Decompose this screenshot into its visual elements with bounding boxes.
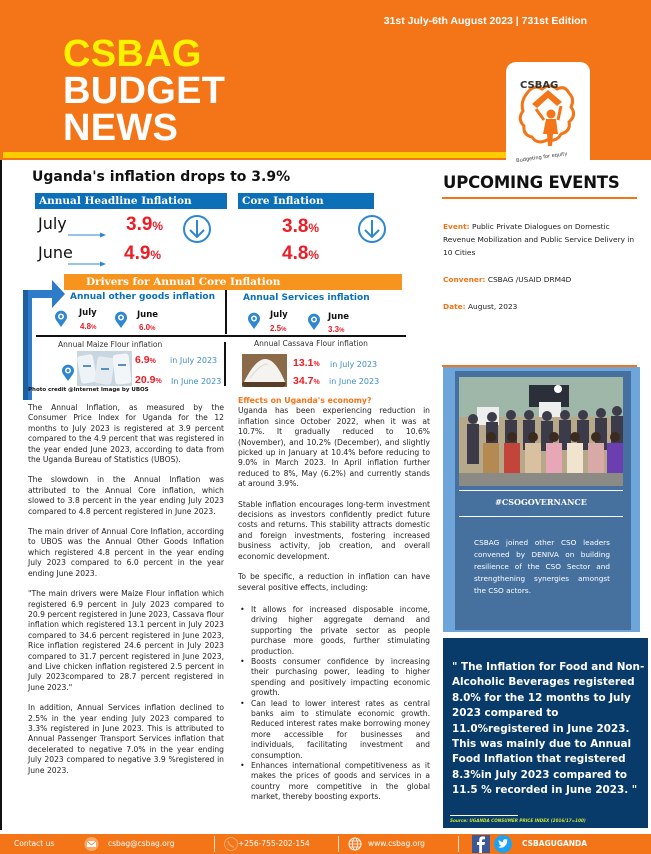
core-july-value [282,216,319,238]
value-text: 4.8 [282,243,309,264]
value-text: 20.9 [135,374,156,386]
edition-info: 31st July-6th August 2023 | 731st Edition [383,15,587,27]
unit-text: % [152,219,164,233]
email-icon [84,837,99,851]
masthead [63,33,226,149]
paragraph: The main driver of Annual Core Inflation, according to UBOS was the Annual Other Goods Inflation which registered 4.8 percent in the year ending July 2023 compared to 6.0 percent in the year ending June 2023. [28,527,224,578]
source-divider [450,815,518,816]
masthead-line-3: NEWS [63,107,179,149]
month-label-june: June [38,243,73,262]
governance-text: CSBAG joined other CSO leaders convened by DENIVA on building resilience of the CSO Sector and strengthening synergies amongst the CSO actors. [474,538,610,595]
article-middle-column [238,396,430,803]
unit-text: % [281,327,287,333]
core-june-value [282,243,319,265]
cassava-flour-photo [242,354,287,387]
effects-list [238,605,430,803]
date-row [443,300,638,313]
list-item: • It allows for increased disposable income, driving higher aggregate demand and supporting the private sector as people purchase more goods, further stimulating production. [238,605,430,657]
unit-text: % [308,221,320,235]
cassava-june-text: in June 2023 [329,377,380,386]
paragraph: To be specific, a reduction in inflation can have several positive effects, including: [238,572,430,592]
effects-heading: Effects on Uganda's economy? [238,396,372,405]
quote-source: Source: UGANDA CONSUMER PRICE INDEX (2016/17=100) [450,818,586,823]
maize-june-text: In June 2023 [171,377,222,386]
right-arrow-icon [68,261,106,267]
convener-row [443,273,638,286]
quote-text: " The Inflation for Food and Non-Alcoholic Beverages registered 8.0% for the 12 months to July 2023 compared to 11.0%registered in June 2023. This was mainly due to Annual Food Inflation that registered 8.3%in July 2023 compared to 11.5 % recorded in June 2023. " [452,661,645,797]
date-value: August, 2023 [467,302,518,311]
date-label: Date: [443,302,466,311]
list-item: • Enhances international competitiveness as it makes the prices of goods and services in a country more competitive in the global market, thereby boosting exports. [238,761,430,803]
paragraph: The Annual Inflation, as measured by the Consumer Price Index for Uganda for the 12 months to July 2023 is registered at 3.9 percent compared to the 4.9 percent that was registered in the year ended June 2023, according to data from the Uganda Bureau of Statistics (UBOS). [28,403,224,465]
maize-june-value [135,374,162,386]
unit-text: % [150,248,162,262]
other-goods-june-label: June [137,310,159,320]
unit-text: % [150,326,156,332]
services-june-value [328,325,344,334]
logo-tagline: Budgeting for equity [515,151,568,163]
location-pin-icon [114,311,128,328]
list-item: • Can lead to lower interest rates as central banks aim to stimulate economic growth. Reduced interest rates make borrowing money more accessible for businesses and individuals, facilitating investment and consumption. [238,699,430,761]
orange-divider [442,197,637,199]
header-divider [3,152,510,158]
article-left-column [28,403,224,786]
down-arrow-circle-icon [357,214,387,244]
value-text: 4.9 [124,243,151,264]
masthead-line-1: CSBAG [63,33,202,75]
logo-icon [506,62,590,163]
unit-text: % [339,328,345,334]
value-text: 2.5 [270,324,282,333]
drivers-header: Drivers for Annual Core Inflation [64,274,402,290]
logo-text: CSBAG [520,80,559,91]
location-pin-icon [54,310,68,327]
email-link[interactable]: csbag@csbag.org [108,839,175,848]
value-text: 6.9 [135,354,150,366]
paragraph: Uganda has been experiencing reduction in inflation since October 2022, when it was at 10.7%. It gradually reduced to 10.6% (November), and 10.2% (December), and slightly picked up in January at 10.4% before reducing to 9.0% in March 2023. In April inflation further reduced to 8%, May (6.2%) and currently stands at around 3.9%. [238,406,430,489]
event-label: Event: [443,222,470,231]
unit-text: % [313,361,320,368]
value-text: 3.8 [282,216,309,237]
globe-icon [348,837,362,851]
other-goods-july-label: July [79,308,97,318]
footer-separator [458,836,459,852]
unit-text: % [155,378,162,385]
list-item: • Boosts consumer confidence by increasing their purchasing power, leading to higher spending and positively impacting economic growth. [238,657,430,699]
paragraph: "The main drivers were Maize Flour inflation which registered 6.9 percent in July 2023 compared to 20.9 percent registered in June 2023, Cassava flour inflation which registered 13.1 percent in July 2023 compared to 34.6 percent registered in June 2023, Rice inflation registered 24.6 percent in July 2023 compared to 31.7 percent registered in June 2023, and Live chicken inflation registered 2.5 percent in July 2023compared to 28.7 percent registered in June 2023." [28,589,224,692]
value-text: 6.0 [139,323,151,332]
unit-text: % [149,358,156,365]
month-label-july: July [38,214,67,233]
event-value: Public Private Dialogues on Domestic Revenue Mobilization and Public Service Delivery in 10 Cities [443,222,635,257]
maize-flour-photo [77,351,132,386]
unit-text: % [313,379,320,386]
governance-divider [459,516,623,517]
value-text: 4.8 [80,322,92,331]
cassava-june-value [293,375,320,387]
headline-july-value [126,214,163,236]
column-divider [225,290,227,334]
right-arrow-icon [68,232,106,238]
cassava-july-value [293,357,320,369]
other-goods-june-value [139,323,155,332]
maize-july-text: in July 2023 [170,356,218,365]
footer-separator [214,836,215,852]
value-text: 34.7 [293,375,314,387]
facebook-icon[interactable] [472,835,490,853]
other-goods-july-value [80,322,96,331]
csbag-logo [506,62,590,163]
paragraph: Stable inflation encourages long-term investment decisions as investors confidently predict future costs and returns. This stability attracts domestic and foreign investments, fostering increased business activity, job creation, and overall economic development. [238,499,430,561]
value-text: 3.9 [126,214,153,235]
twitter-icon[interactable] [494,835,512,853]
footer-separator [338,836,339,852]
location-pin-icon [61,364,75,381]
other-goods-title: Annual other goods inflation [70,292,216,302]
website-link[interactable]: www.csbag.org [368,839,425,848]
value-text: 13.1 [293,357,314,369]
location-pin-icon [307,313,321,330]
maize-july-value [135,354,156,366]
masthead-line-2: BUDGET [63,70,226,112]
upcoming-events-title: UPCOMING EVENTS [443,173,620,192]
cassava-title: Annual Cassava Flour inflation [254,339,368,348]
services-july-label: July [270,310,288,320]
services-july-value [270,324,286,333]
photo-credit: Photo credit @Internet Image by UBOS [28,387,149,393]
unit-text: % [91,325,97,331]
headline-june-value [124,243,161,265]
social-handle[interactable]: CSBAGUGANDA [522,839,588,848]
phone-icon [224,837,238,851]
services-june-label: June [328,312,350,322]
section-divider [36,335,406,337]
governance-divider [459,490,623,491]
unit-text: % [308,248,320,262]
article-title: Uganda's inflation drops to 3.9% [32,169,291,185]
location-pin-icon [247,312,261,329]
value-text: 3.3 [328,325,340,334]
convener-value: CSBAG /USAID DRM4D [487,275,572,284]
event-details [443,220,638,327]
core-inflation-header: Core Inflation [238,193,374,209]
convener-label: Convener: [443,275,486,284]
event-row [443,220,638,259]
paragraph: The slowdown in the Annual Inflation was attributed to the Annual Core inflation, which slowed to 3.8 percent in the year ending July 2023 compared to 4.8 percent registered in June 2023. [28,475,224,516]
column-divider [224,342,226,386]
page-border [0,160,2,830]
group-photo [459,377,623,486]
services-title: Annual Services inflation [243,293,370,303]
cassava-july-text: in July 2023 [330,360,378,369]
down-arrow-circle-icon [182,214,212,244]
maize-title: Annual Maize Flour inflation [58,340,163,349]
paragraph: In addition, Annual Services inflation declined to 2.5% in the year ending July 2023 compared to 3.3% registered in June 2023. This is attributed to Annual Passenger Transport Services inflation that decelerated to negative 7.0% in the year ending July 2023 compared to negative 3.9 %registered in June 2023. [28,703,224,775]
phone-link[interactable]: +256-755-202-154 [238,839,310,848]
footer-bar [0,834,651,854]
governance-hashtag: #CSOGOVERNANCE [495,497,587,507]
contact-label: Contact us [14,839,55,848]
headline-inflation-header: Annual Headline Inflation [35,193,227,209]
